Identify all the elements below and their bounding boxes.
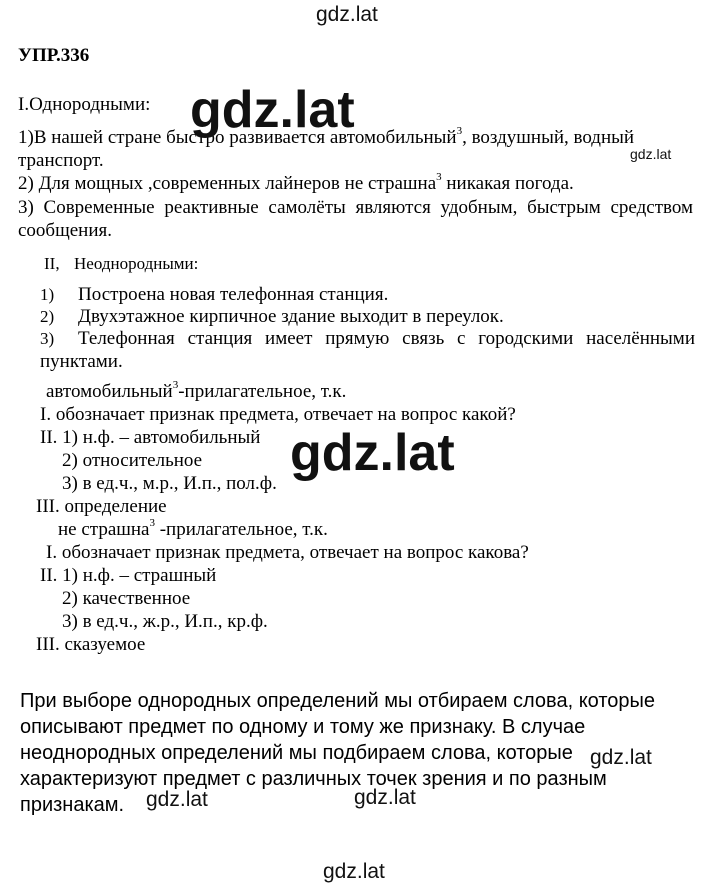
homogeneous-item-1: 1)В нашей стране быстро развивается автомобильный$^3$, воздушный, водный: [18, 124, 635, 148]
heterogeneous-item-2: 2) Двухэтажное кирпичное здание выходит в переулок.: [40, 306, 504, 327]
conclusion-line-4: характеризуют предмет с различных точек зрения и по разным: [20, 768, 607, 790]
analysis1-line-4: 3) в ед.ч., м.р., И.п., пол.ф.: [62, 473, 277, 494]
conclusion-line-1: При выборе однородных определений мы отбираем слова, которые: [20, 690, 656, 712]
conclusion-line-5: признакам.: [20, 794, 125, 816]
homogeneous-item-2: 2) Для мощных ,современных лайнеров не страшна$^3$ никакая погода.: [18, 170, 574, 194]
analysis2-line-5: III. сказуемое: [36, 634, 146, 655]
watermark-left-bottom: gdz.lat: [146, 788, 208, 811]
watermark-right: gdz.lat: [590, 746, 652, 769]
analysis2-line-4: 3) в ед.ч., ж.р., И.п., кр.ф.: [62, 611, 268, 632]
analysis1-line-1: I. обозначает признак предмета, отвечает на вопрос какой?: [40, 404, 516, 425]
heterogeneous-heading-row: [44, 252, 198, 275]
conclusion-line-3: неоднородных определений мы подбираем слова, которые: [20, 742, 573, 764]
watermark-footer: gdz.lat: [323, 860, 385, 883]
watermark-center-bottom: gdz.lat: [354, 786, 416, 809]
analysis2-line-3: 2) качественное: [62, 588, 191, 609]
analysis1-line-2: II. 1) н.ф. – автомобильный: [40, 427, 261, 448]
heterogeneous-heading: Неоднородными:: [74, 254, 199, 273]
homogeneous-item-1-cont: транспорт.: [18, 150, 104, 171]
analysis1-line-5: III. определение: [36, 496, 167, 517]
exercise-title: УПР.336: [18, 45, 90, 66]
watermark-large-1: gdz.lat: [190, 81, 355, 139]
analysis2-line-1: I. обозначает признак предмета, отвечает на вопрос какова?: [46, 542, 529, 563]
analysis1-line-3: 2) относительное: [62, 450, 203, 471]
homogeneous-heading: I.Однородными:: [18, 94, 151, 115]
analysis1-heading: автомобильный$^3$-прилагательное, т.к.: [46, 378, 347, 402]
analysis2-line-2: II. 1) н.ф. – страшный: [40, 565, 217, 586]
heterogeneous-item-3: 3) Телефонная станция имеет прямую связь с городскими населёнными пунктами.: [40, 328, 695, 372]
watermark-tiny: gdz.lat: [630, 146, 672, 162]
watermark-top: gdz.lat: [316, 3, 378, 26]
conclusion-line-2: описывают предмет по одному и тому же признаку. В случае: [20, 716, 586, 738]
watermark-large-2: gdz.lat: [290, 424, 455, 482]
heterogeneous-item-1: 1) Построена новая телефонная станция.: [40, 284, 389, 305]
analysis2-heading: не страшна$^3$ -прилагательное, т.к.: [58, 516, 328, 540]
homogeneous-item-3: 3) Современные реактивные самолёты являются удобным, быстрым средством сообщения.: [18, 197, 693, 241]
heterogeneous-numeral: II,: [44, 254, 60, 273]
